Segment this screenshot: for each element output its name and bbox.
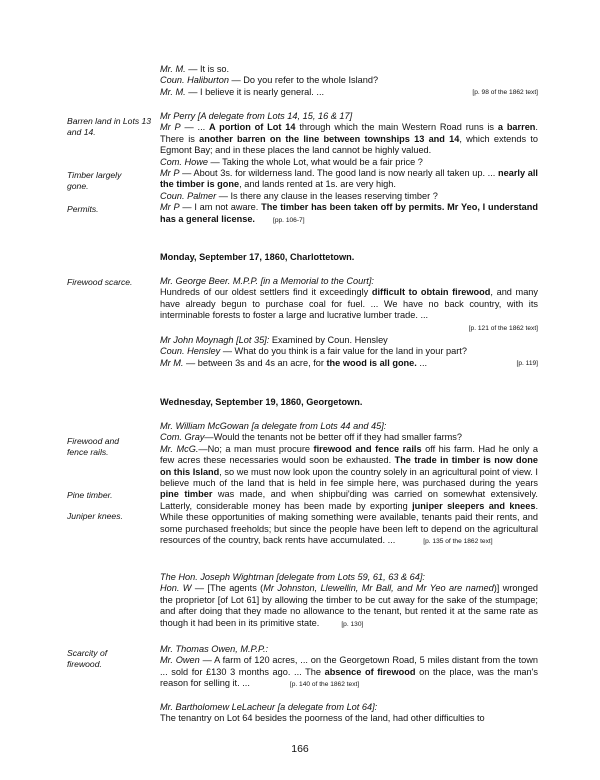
speech: , and many have already begun to purchase coal for fuel. ... We have no back country, with its interminable forests to foster a large and lucrative lumber trade. ... <box>160 287 539 321</box>
speech: —No; a man must procure <box>198 443 314 454</box>
block-moynagh <box>160 335 538 369</box>
page-ref: [p. 98 of the 1862 text] <box>472 88 538 96</box>
emphasis: firewood and fence rails <box>313 443 422 454</box>
page-ref: [p. 140 of the 1862 text] <box>289 681 360 689</box>
speech: . There is <box>160 122 538 144</box>
block-wightman <box>160 572 538 630</box>
margin-note-firewood-scarce: Firewood scarce. <box>67 277 133 287</box>
margin-note-scarcity: Scarcity of firewood. <box>67 648 108 669</box>
block-beer <box>160 276 538 334</box>
emphasis: nearly all the timber is gone <box>160 168 538 190</box>
speech: — ... <box>180 122 210 133</box>
speech: — It is so. <box>185 64 230 74</box>
speech: off his farm. Had he only a few acres these necessaries would soon be exhausted. <box>160 443 538 466</box>
margin-note-timber: Timber largely gone. <box>67 170 122 191</box>
block-mcgowan <box>160 421 538 547</box>
intro: Mr. William McGowan [a delegate from Lots 44 and 45]: <box>160 421 387 431</box>
speech: — [The agents ( <box>191 583 264 594</box>
speech: on the place, was the man's reason for selling it. ... <box>160 666 538 689</box>
speaker: Com. Gray <box>160 432 205 443</box>
speaker: Coun. Hensley <box>160 346 221 357</box>
speech: — I am not aware. <box>179 202 262 213</box>
emphasis: pine timber <box>160 489 213 500</box>
speaker: Coun. Haliburton <box>160 75 229 86</box>
emphasis: difficult to obtain firewood <box>371 287 491 298</box>
intro: Mr. George Beer. M.P.P. [in a Memorial to the Court]: <box>160 276 374 286</box>
speech: Examined by Coun. Hensley <box>269 335 388 345</box>
margin-note-permits: Permits. <box>67 204 99 214</box>
emphasis: absence of firewood <box>324 666 416 677</box>
block-perry <box>160 111 538 226</box>
speech: — A farm of 120 acres, ... on the Georgetown Road, 5 miles distant from the town ... sold for £130 3 months ago. ... The <box>160 655 538 677</box>
speaker: Mr P <box>160 122 181 133</box>
margin-note-juniper: Juniper knees. <box>67 511 123 521</box>
speaker: Hon. W <box>160 583 192 594</box>
speech: —Would the tenants not be better off if they had smaller farms? <box>204 432 462 443</box>
page-ref: [pp. 106-7] <box>273 216 305 224</box>
intro: Mr Perry [A delegate from Lots 14, 15, 16 & 17] <box>160 111 353 121</box>
speech: — Taking the whole Lot, what would be a fair price ? <box>208 156 423 167</box>
speaker: Coun. Palmer <box>160 190 217 201</box>
emphasis: A portion of Lot 14 <box>209 122 296 133</box>
intro: The Hon. Joseph Wightman [delegate from Lots 59, 61, 63 & 64]: <box>160 572 425 582</box>
margin-note-pine: Pine timber. <box>67 490 113 500</box>
speaker: Mr. Owen <box>160 655 200 666</box>
emphasis: The trade in timber is now done on this Island <box>160 455 539 477</box>
speaker: Mr. M. <box>160 86 186 97</box>
margin-note-barren: Barren land in Lots 13 and 14. <box>67 116 152 137</box>
emphasis: The timber has been taken off by permits. Mr Yeo, I understand has a general license. <box>160 202 538 224</box>
emphasis: juniper sleepers and knees <box>412 500 536 511</box>
speaker: Mr. M. <box>160 64 186 74</box>
speech: . While these opportunities of making something were available, tenants paid their rents, and some purchased freeholds; but since the people have been left to depend on the agricultural resources of the country, back rents have accumulated. ... <box>160 500 538 546</box>
margin-note-firewood-fence: Firewood and fence rails. <box>67 436 120 457</box>
speaker: Mr P <box>160 202 180 213</box>
block-lelacheur <box>160 702 538 725</box>
named-agents: Mr Johnston, Llewellin, Mr Ball, and Mr Yeo are named <box>263 583 494 594</box>
speaker: Mr M. <box>160 357 184 368</box>
emphasis: the wood is all gone. <box>326 357 417 368</box>
block-owen <box>160 644 538 691</box>
speech: was made, and when shipbui'ding was carried on somewhat extensively. Latterly, considerable money has been made by exporting <box>160 489 538 511</box>
speech: through which the main Western Road runs is <box>295 122 498 133</box>
intro: Mr John Moynagh [Lot 35]: <box>160 335 270 345</box>
emphasis: another barren on the line between townships 13 and 14 <box>199 133 460 144</box>
speech: — Is there any clause in the leases reserving timber ? <box>216 190 438 201</box>
speech: , which extends to Egmont Bay; and in these places the land cannot be highly valued. <box>160 133 538 156</box>
speech: — I believe it is nearly general. ... <box>185 86 325 97</box>
speech: — Do you refer to the whole Island? <box>228 75 379 86</box>
page-ref: [p. 130] <box>341 620 364 628</box>
speech: — What do you think is a fair value for the land in your part? <box>220 346 467 357</box>
speech: The tenantry on Lot 64 besides the poorness of the land, had other difficulties to <box>160 713 485 724</box>
speech: — About 3s. for wilderness land. The good land is now nearly all taken up. ... <box>179 168 499 179</box>
section-heading-monday: Monday, September 17, 1860, Charlottetown. <box>160 252 355 262</box>
speech: — between 3s and 4s an acre, for <box>183 357 327 368</box>
page-ref: [p. 135 of the 1862 text] <box>423 538 493 546</box>
speech: , so we must now look upon the country solely in an agricultural point of view. I believe much of the land that is held in fee simple here, was purchased during the years <box>160 466 538 489</box>
section-heading-wednesday: Wednesday, September 19, 1860, Georgetown. <box>160 397 363 407</box>
speech: ... <box>416 357 428 368</box>
block-opening <box>160 64 538 98</box>
page-ref: [p. 121 of the 1862 text] <box>468 324 538 332</box>
speech: Hundreds of our oldest settlers find it exceedingly <box>160 287 372 298</box>
speaker: Com. Howe <box>160 156 208 167</box>
page-ref: [p. 119] <box>516 359 538 367</box>
intro: Mr. Bartholomew LeLacheur [a delegate from Lot 64]: <box>160 702 378 712</box>
speaker: Mr P <box>160 168 180 179</box>
page-number: 166 <box>291 743 309 755</box>
emphasis: a barren <box>497 122 536 133</box>
speech: , and lands rented at 1s. are very high. <box>239 179 396 190</box>
speech: )] wronged the proprietor [of Lot 61] by allowing the timber to be cut away for the sake of the stumpage; and after doing that they made no allowance to the tenant, but rented it at the same rate as though it had been in its primitive state. <box>160 583 538 628</box>
speaker: Mr. McG. <box>160 443 199 454</box>
intro: Mr. Thomas Owen, M.P.P.: <box>160 644 269 654</box>
